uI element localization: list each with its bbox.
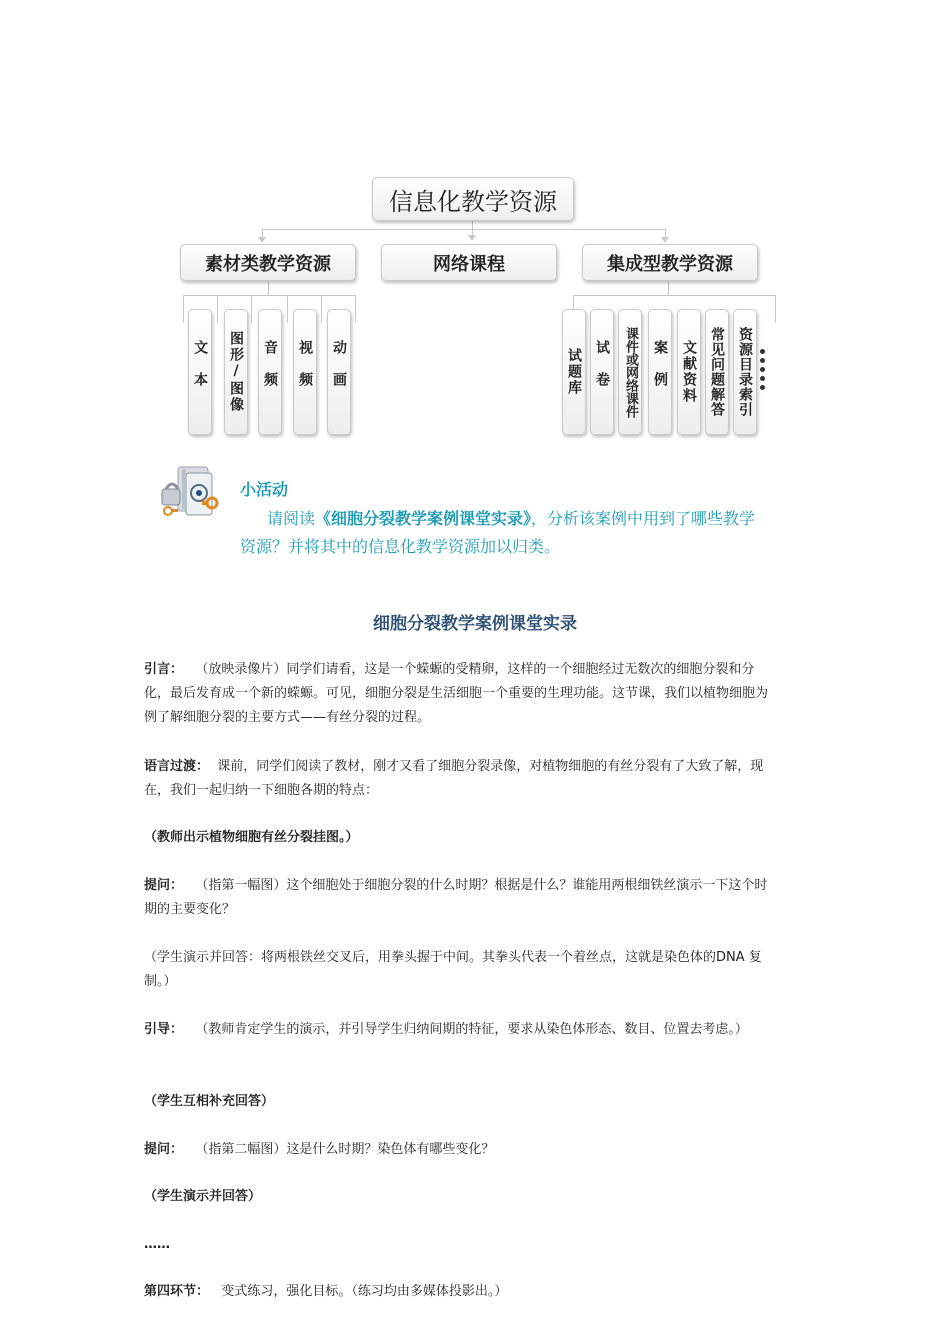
connector <box>262 229 666 230</box>
transcript-paragraph <box>144 1280 780 1304</box>
paragraph-label: 提问： <box>144 1142 184 1157</box>
connector <box>268 281 269 295</box>
transcript-paragraph <box>144 1018 780 1042</box>
paragraph-text: 变式练习，强化目标。（练习均由多媒体投影出。） <box>221 1284 508 1299</box>
connector <box>183 295 184 323</box>
paragraph-label: 提问： <box>144 878 184 893</box>
connector <box>573 295 775 296</box>
transcript-paragraph <box>144 755 780 803</box>
leaf-question-bank: 试题库 <box>562 309 586 435</box>
leaf-audio: 音频 <box>258 309 282 435</box>
transcript-paragraph <box>144 658 780 730</box>
activity-book-title: 《细胞分裂教学案例课堂实录》 <box>315 509 532 528</box>
connector <box>775 295 776 323</box>
paragraph-text: （放映录像片）同学们请看，这是一个蝾螈的受精卵，这样的一个细胞经过无数次的细胞分裂和分化，最后发育成一个新的蝾螈。可见，细胞分裂是生活细胞一个重要的生理功能。这节课，我们以植物细胞为例了解细胞分裂的主要方式——有丝分裂的过程。 <box>144 662 769 725</box>
paragraph-text: （教师出示植物细胞有丝分裂挂图。） <box>144 830 359 845</box>
transcript-paragraph <box>144 1185 780 1209</box>
leaf-graphics: 图形/图像 <box>224 309 248 435</box>
arrow-down-icon <box>661 237 669 243</box>
leaf-text: 文本 <box>188 309 212 435</box>
transcript-paragraph <box>144 946 780 994</box>
transcript-paragraph <box>144 826 780 850</box>
activity-text-post: ，分析该案例中用到了哪些教学资源？并将其中的信息化教学资源加以归类。 <box>240 509 756 556</box>
leaf-resource-index: 资源目录索引 <box>733 309 757 435</box>
paragraph-label: 引导： <box>144 1022 184 1037</box>
node-online-course: 网络课程 <box>381 244 557 281</box>
arrow-down-icon <box>468 235 476 241</box>
leaf-test-paper: 试卷 <box>590 309 614 435</box>
paragraph-text: …… <box>144 1237 170 1252</box>
lock-key-icon <box>156 463 224 519</box>
transcript-paragraph <box>144 1233 780 1257</box>
paragraph-text: （学生演示并回答：将两根铁丝交叉后，用拳头握于中间。其拳头代表一个着丝点，这就是染色体的DNA 复制。） <box>144 950 762 989</box>
connector <box>251 295 252 323</box>
paragraph-label: 第四环节： <box>144 1284 210 1299</box>
root-node: 信息化教学资源 <box>372 177 574 221</box>
paragraph-text: （学生互相补充回答） <box>144 1094 275 1109</box>
activity-title: 小活动 <box>240 480 289 499</box>
paragraph-label: 引言： <box>144 662 184 677</box>
leaf-video: 视频 <box>293 309 317 435</box>
leaf-faq: 常见问题解答 <box>705 309 729 435</box>
arrow-down-icon <box>258 237 266 243</box>
connector <box>217 295 218 323</box>
activity-text <box>240 505 760 561</box>
connector <box>321 295 322 323</box>
connector <box>287 295 288 323</box>
leaf-animation: 动画 <box>327 309 351 435</box>
leaf-literature: 文献资料 <box>677 309 701 435</box>
transcript-paragraph <box>144 874 780 922</box>
leaf-courseware: 课件或网络课件 <box>618 309 642 435</box>
connector <box>668 281 669 295</box>
transcript-title: 细胞分裂教学案例课堂实录 <box>373 614 577 634</box>
paragraph-text: （指第二幅图）这是什么时期？染色体有哪些变化？ <box>195 1142 495 1157</box>
transcript-paragraph <box>144 1138 780 1162</box>
vertical-dots-icon <box>760 349 766 394</box>
node-material-resources: 素材类教学资源 <box>180 244 356 281</box>
connector <box>355 295 356 323</box>
paragraph-text: （指第一幅图）这个细胞处于细胞分裂的什么时期？根据是什么？谁能用两根细铁丝演示一下这个时期的主要变化？ <box>144 878 768 917</box>
node-integrated-resources: 集成型教学资源 <box>582 244 758 281</box>
connector <box>183 295 355 296</box>
paragraph-text: （教师肯定学生的演示，并引导学生归纳间期的特征，要求从染色体形态、数目、位置去考虑。） <box>195 1022 748 1037</box>
paragraph-label: 语言过渡： <box>144 759 210 774</box>
leaf-case: 案例 <box>648 309 672 435</box>
paragraph-text: 课前，同学们阅读了教材，刚才又看了细胞分裂录像，对植物细胞的有丝分裂有了大致了解，现在，我们一起归纳一下细胞各期的特点： <box>144 759 764 798</box>
activity-text-pre: 请阅读 <box>267 509 316 528</box>
transcript-paragraph <box>144 1090 780 1114</box>
paragraph-text: （学生演示并回答） <box>144 1189 262 1204</box>
